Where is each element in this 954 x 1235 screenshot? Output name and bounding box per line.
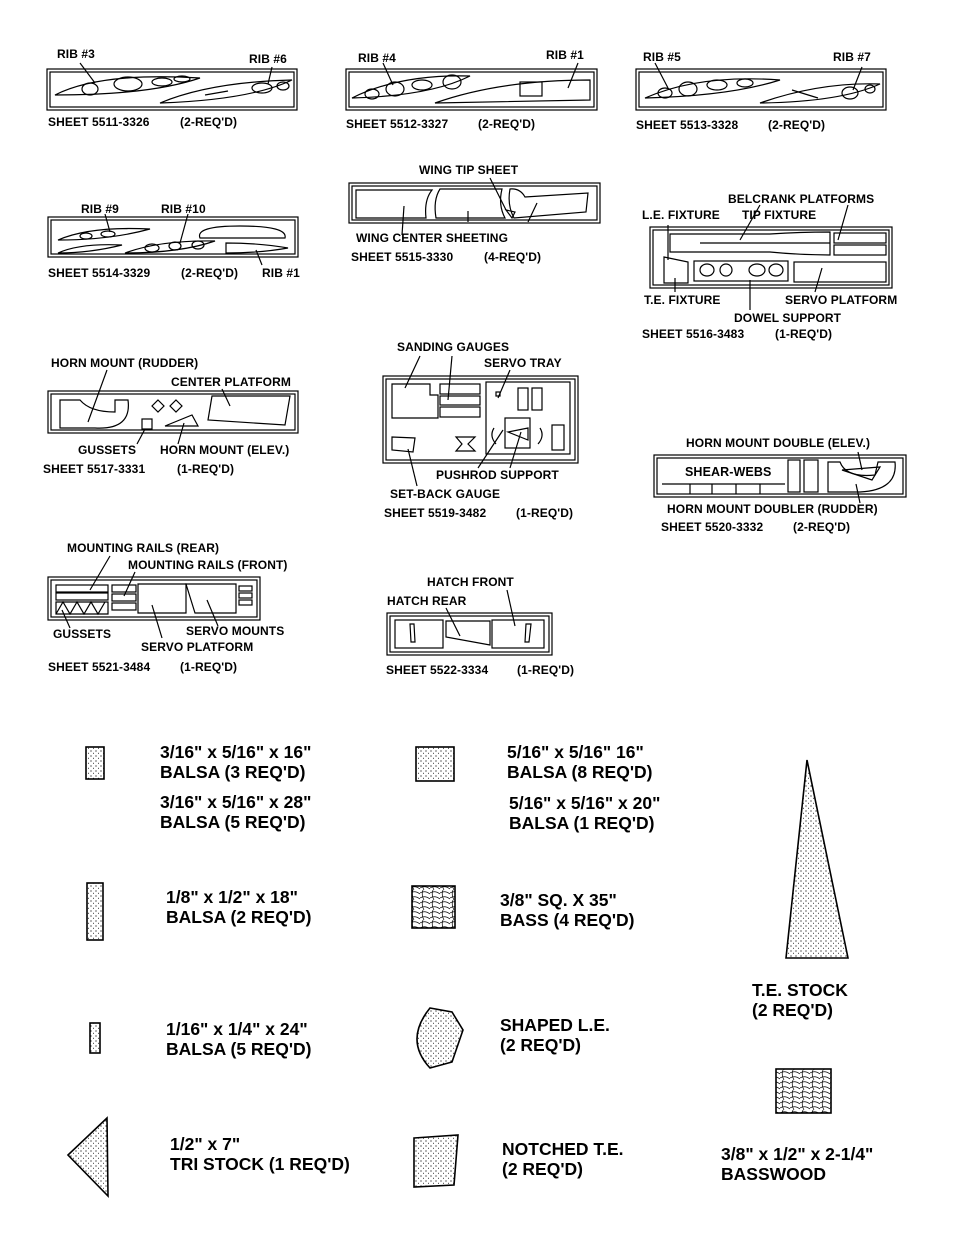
stock-label: (2 REQ'D) [752,1000,833,1020]
sheet-req: (4-REQ'D) [484,250,542,264]
stock-label: 3/16" x 5/16" x 16" [160,742,312,762]
sheet-req: (2-REQ'D) [478,117,536,131]
sheet-number: SHEET 5519-3482 [384,506,487,520]
label-rib-9: RIB #9 [81,202,119,216]
stock-icon-notched-te [414,1135,458,1187]
label-tip-fixture: TIP FIXTURE [742,208,817,222]
stock-label: BALSA (2 REQ'D) [166,907,312,927]
stock-icon-shaped-le [417,1008,463,1068]
sheet-number: SHEET 5512-3327 [346,117,449,131]
sheet-req: (2-REQ'D) [793,520,851,534]
stock-icon-1-8x1-2 [87,883,103,940]
stock-label: BALSA (8 REQ'D) [507,762,653,782]
sheet-5514-3329 [48,214,298,265]
stock-label: T.E. STOCK [752,980,848,1000]
label-hatch-rear: HATCH REAR [387,594,467,608]
label-rib-3: RIB #3 [57,47,95,61]
label-rib-4: RIB #4 [358,51,396,65]
sheet-5515-3330 [349,178,600,235]
label-wing-center-sheeting: WING CENTER SHEETING [356,231,509,245]
label-gussets: GUSSETS [78,443,137,457]
label-mounting-rails-front: MOUNTING RAILS (FRONT) [128,558,288,572]
stock-icon-5-16-sq [416,747,454,781]
sheet-number: SHEET 5514-3329 [48,266,151,280]
label-sanding-gauges: SANDING GAUGES [397,340,510,354]
sheet-req: (1-REQ'D) [180,660,238,674]
sheet-req: (1-REQ'D) [775,327,833,341]
sheet-req: (1-REQ'D) [517,663,575,677]
sheet-number: SHEET 5522-3334 [386,663,489,677]
sheet-5511-3326 [47,63,297,110]
label-servo-platform: SERVO PLATFORM [141,640,254,654]
stock-label: 3/8" SQ. X 35" [500,890,617,910]
label-rib-1: RIB #1 [262,266,300,280]
stock-icon-basswood [776,1069,831,1113]
stock-label: 5/16" x 5/16" 16" [507,742,644,762]
sheet-5512-3327 [346,63,597,110]
label-belcrank-platforms: BELCRANK PLATFORMS [728,192,875,206]
stock-icon-tri-stock [68,1118,108,1196]
stock-label: 1/16" x 1/4" x 24" [166,1019,308,1039]
sheet-number: SHEET 5521-3484 [48,660,151,674]
label-dowel-support: DOWEL SUPPORT [734,311,842,325]
sheet-req: (2-REQ'D) [180,115,238,129]
stock-icon-te-stock [786,760,848,958]
stock-label: BASS (4 REQ'D) [500,910,635,930]
label-servo-mounts: SERVO MOUNTS [186,624,285,638]
label-pushrod-support: PUSHROD SUPPORT [436,468,559,482]
stock-label: NOTCHED T.E. [502,1139,624,1159]
sheet-number: SHEET 5516-3483 [642,327,745,341]
label-set-back-gauge: SET-BACK GAUGE [390,487,501,501]
stock-label: BASSWOOD [721,1164,826,1184]
stock-label: TRI STOCK (1 REQ'D) [170,1154,350,1174]
stock-icon-bass-3-8 [412,886,455,928]
stock-label: 1/2" x 7" [170,1134,241,1154]
stock-label: (2 REQ'D) [500,1035,581,1055]
stock-label: BALSA (3 REQ'D) [160,762,306,782]
label-servo-platform: SERVO PLATFORM [785,293,898,307]
stock-label: SHAPED L.E. [500,1015,610,1035]
sheet-number: SHEET 5517-3331 [43,462,146,476]
stock-label: 1/8" x 1/2" x 18" [166,887,298,907]
sheet-number: SHEET 5520-3332 [661,520,764,534]
label-rib-5: RIB #5 [643,50,681,64]
sheet-number: SHEET 5515-3330 [351,250,454,264]
stock-label: BALSA (1 REQ'D) [509,813,655,833]
stock-label: BALSA (5 REQ'D) [166,1039,312,1059]
label-horn-mount-elev: HORN MOUNT (ELEV.) [160,443,290,457]
label-mounting-rails-rear: MOUNTING RAILS (REAR) [67,541,220,555]
stock-label: 3/16" x 5/16" x 28" [160,792,312,812]
label-wing-tip-sheet: WING TIP SHEET [419,163,519,177]
sheet-5513-3328 [636,63,886,110]
stock-label: (2 REQ'D) [502,1159,583,1179]
sheet-number: SHEET 5511-3326 [48,115,150,129]
stock-label: 3/8" x 1/2" x 2-1/4" [721,1144,874,1164]
label-horn-mount-rudder: HORN MOUNT (RUDDER) [51,356,199,370]
sheet-req: (1-REQ'D) [177,462,235,476]
stock-icon-3-16x5-16 [86,747,104,779]
stock-label: 5/16" x 5/16" x 20" [509,793,661,813]
label-rib-7: RIB #7 [833,50,871,64]
sheet-req: (2-REQ'D) [768,118,826,132]
label-horn-mount-double: HORN MOUNT DOUBLE (ELEV.) [686,436,871,450]
label-le-fixture: L.E. FIXTURE [642,208,720,222]
label-servo-tray: SERVO TRAY [484,356,562,370]
sheet-req: (1-REQ'D) [516,506,574,520]
label-rib-1: RIB #1 [546,48,584,62]
stock-icon-1-16x1-4 [90,1023,100,1053]
sheet-number: SHEET 5513-3328 [636,118,739,132]
stock-label: BALSA (5 REQ'D) [160,812,306,832]
label-rib-10: RIB #10 [161,202,206,216]
sheet-req: (2-REQ'D) [181,266,239,280]
label-te-fixture: T.E. FIXTURE [644,293,721,307]
label-shear-webs: SHEAR-WEBS [685,465,772,479]
label-rib-6: RIB #6 [249,52,287,66]
label-horn-mount-doubler: HORN MOUNT DOUBLER (RUDDER) [667,502,878,516]
label-hatch-front: HATCH FRONT [427,575,514,589]
label-center-platform: CENTER PLATFORM [171,375,291,389]
sheet-5519-3482 [383,356,578,486]
label-gussets: GUSSETS [53,627,112,641]
